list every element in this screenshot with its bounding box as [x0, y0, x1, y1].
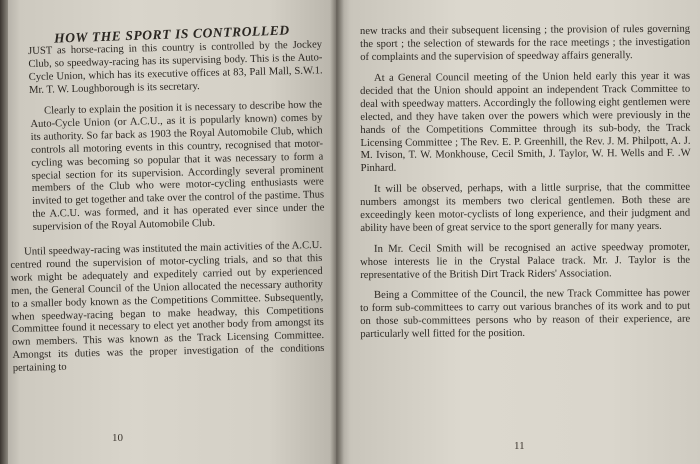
right-paragraph-5: Being a Committee of the Council, the new Track Committee has power to form sub-committees to carry out various branches of its work and to put on those sub-committees persons who by reason of their experience, are particularly well fitted for the position. [360, 288, 691, 341]
right-page-number: 11 [514, 440, 525, 452]
left-paragraph-1: JUST as horse-racing in this country is controlled by the Jockey Club, so speedway-racing has its supervising body. This is the Auto-Cycle Union, which has its executive offices at 83, Pall Mall, S.W.1. Mr. T. W. Loughborough is its secretary. [28, 39, 323, 96]
left-page [0, 0, 336, 464]
right-paragraph-2: At a General Council meeting of the Union held early this year it was decided that the Union should appoint an independent Track Committee to deal with speedway matters. Accordingly the following eight gentlemen were elected, and they have taken over the powers which were previously in the hands of the Competitions Committee through its sub-body, the Track Licensing Committee ; The Rev. E. P. Greenhill, the Rev. J. M. Philpott, A. J. M. Ivison, T. W. Monkhouse, Cecil Smith, J. Taylor, W. H. Wells and F. .W Pinhard. [360, 70, 691, 175]
book-gutter [330, 0, 344, 464]
left-paragraph-3: Until speedway-racing was instituted the main activities of the A.C.U. centred round the supervision of motor-cycling trials, and so that this work might be adequately and expeditely carried out by experienced men, the General Council of the Union allocated the necessary authority to a smaller body known as the Competitions Committee. Subsequently, when speedway-racing began to make headway, this Competitions Committee found it necessary to elect yet another body from amongst its own members. This was known as the Track Licensing Committee. Amongst its duties was the proper investigation of the conditions pertaining to [10, 239, 325, 374]
chapter-heading: HOW THE SPORT IS CONTROLLED [53, 22, 290, 46]
right-paragraph-3: It will be observed, perhaps, with a little surprise, that the committee numbers amongst its members two clerical gentlemen. Both these are exceedingly keen motor-cyclists of long experience, and their judgment and ability have been of great service to the sport generally for many years. [360, 181, 691, 234]
book-edge-shadow [0, 0, 8, 464]
right-paragraph-4: In Mr. Cecil Smith will be recognised an active speedway promoter, whose interests lie in the Crystal Palace track. Mr. J. Taylor is the representative of the British Dirt Track Riders' Association. [360, 241, 691, 281]
right-page [336, 0, 700, 464]
left-page-number: 10 [112, 432, 123, 444]
left-paragraph-2: Clearly to explain the position it is necessary to describe how the Auto-Cycle Union (or A.C.U., as it is popularly known) comes by its authority. So far back as 1903 the Royal Automobile Club, which controls all motoring events in this country, recognised that motor-cycling was becoming so popular that it was necessary to form a special section for its supervision. Accordingly several prominent members of the Club who were motor-cycling enthusiasts were invited to get together and take over the control of the pastime. Thus the A.C.U. was formed, and it has operated ever since under the supervision of the Royal Automobile Club. [30, 99, 325, 233]
right-paragraph-1: new tracks and their subsequent licensing ; the provision of rules governing the sport ; the selection of stewards for the race meetings ; the investigation of complaints and the supervision of speedway affairs generally. [360, 23, 691, 63]
